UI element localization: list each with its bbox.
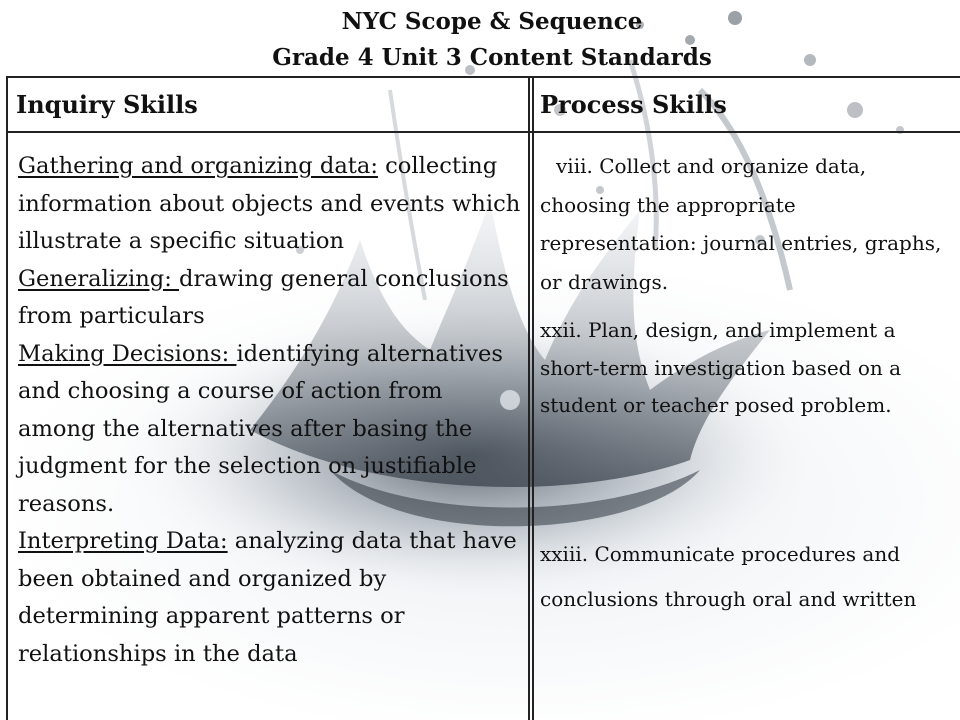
inquiry-term: Gathering and organizing data: <box>18 153 378 179</box>
inquiry-definition: analyzing data that have been obtained and organized by determining apparent patterns or relationships in the data <box>18 528 517 667</box>
inquiry-term: Making Decisions: <box>18 340 237 367</box>
title-line-1: NYC Scope & Sequence <box>341 8 643 35</box>
column-divider-left <box>528 76 530 720</box>
inquiry-skills-header: Inquiry Skills <box>16 90 198 119</box>
inquiry-definition: collecting information about objects and events which illustrate a specific situation <box>18 153 521 254</box>
inquiry-definition: identifying alternatives and choosing a course of action from among the alternatives after basing the judgment for the selection on justifiable reasons. <box>18 340 503 517</box>
column-divider-right <box>532 76 534 720</box>
inquiry-item <box>18 148 523 261</box>
process-skill-xxiii: xxiii. Communicate procedures and conclusions through oral and written <box>540 542 917 611</box>
inquiry-item <box>18 261 523 336</box>
process-skills-header: Process Skills <box>540 90 727 119</box>
process-skill-viii: viii. Collect and organize data, choosing the appropriate representation: journal entries, graphs, or drawings. <box>540 154 942 294</box>
header-bottom-rule <box>6 131 960 133</box>
inquiry-skills-cell <box>18 148 523 673</box>
inquiry-item <box>18 523 523 673</box>
inquiry-definition: drawing general conclusions from particulars <box>18 265 509 329</box>
inquiry-item <box>18 336 523 524</box>
title-line-2: Grade 4 Unit 3 Content Standards <box>272 44 712 71</box>
table-left-rule <box>6 76 8 720</box>
table-top-rule <box>6 76 960 78</box>
page-title <box>0 4 960 76</box>
process-skill-xxii: xxii. Plan, design, and implement a short-term investigation based on a student or teacher posed problem. <box>540 318 902 417</box>
inquiry-term: Generalizing: <box>18 265 180 292</box>
inquiry-term: Interpreting Data: <box>18 528 228 554</box>
